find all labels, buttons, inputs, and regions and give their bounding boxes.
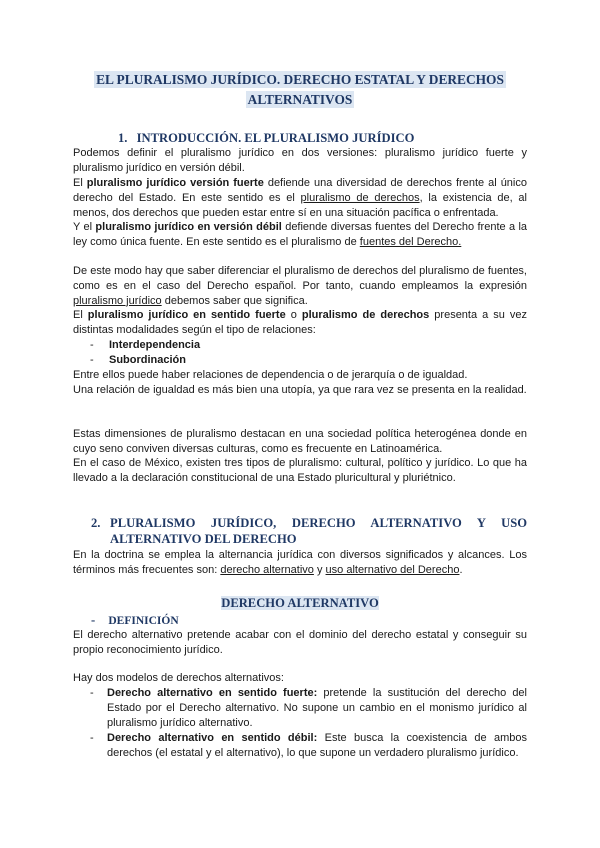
paragraph-9: En el caso de México, existen tres tipos de pluralismo: cultural, político y jurídico. Lo que ha llevado a la declaración constitucional de una Estado pluricultural y pluriétnico. [73, 457, 527, 484]
paragraph-3: Y el pluralismo jurídico en versión débil defiende diversas fuentes del Derecho frente a la ley como única fuente. En este sentido es el pluralismo de fuentes del Derecho. [73, 221, 528, 248]
definition-title: DEFINICIÓN [108, 615, 179, 627]
paragraph-6: Entre ellos puede haber relaciones de dependencia o de jerarquía o de igualdad. [73, 369, 468, 381]
section-2-title-line-2: ALTERNATIVO DEL DERECHO [110, 532, 297, 546]
document-title [60, 70, 540, 110]
paragraph-7: Una relación de igualdad es más bien una utopía, ya que rara vez se presenta en la realidad. [73, 384, 527, 396]
model-text: Este busca la coexistencia de ambos derechos (el estatal y el alternativo), lo que supone un verdadero pluralismo jurídico. [107, 732, 528, 759]
model-text: pretende la sustitución del derecho del Estado por el Derecho alternativo. No supone un cambio en el monismo jurídico al pluralismo jurídico alternativo. [107, 687, 527, 729]
model-item [90, 731, 527, 761]
paragraph-10: En la doctrina se emplea la alternancia jurídica con diversos significados y alcances. Los términos más frecuentes son: derecho alternativo y uso alternativo del Derecho. [73, 549, 527, 576]
model-label: Derecho alternativo en sentido débil: [107, 732, 318, 744]
subheading-derecho-alternativo: DERECHO ALTERNATIVO [221, 596, 379, 610]
title-line-1: EL PLURALISMO JURÍDICO. DERECHO ESTATAL Y DERECHOS [96, 72, 504, 87]
paragraph-5: El pluralismo jurídico en sentido fuerte o pluralismo de derechos presenta a su vez distintas modalidades según el tipo de relaciones: [73, 309, 527, 336]
definition-dash: - [91, 613, 96, 627]
bullet-dash: - [90, 687, 94, 699]
paragraph-2: El pluralismo jurídico versión fuerte defiende una diversidad de derechos frente al único derecho del Estado. En este sentido es el pluralismo de derechos, la existencia de, al menos, dos derechos que pueden estar entre sí en una situación pacífica o enfrentada. [73, 177, 527, 219]
bullet-label: Subordinación [109, 354, 186, 366]
bullet-dash: - [90, 339, 94, 351]
paragraph-1: Podemos definir el pluralismo jurídico en dos versiones: pluralismo jurídico fuerte y pluralismo jurídico en versión débil. [73, 147, 527, 174]
model-item [90, 686, 527, 730]
paragraph-11: El derecho alternativo pretende acabar con el dominio del derecho estatal y conseguir su propio reconocimiento jurídico. [73, 629, 527, 656]
paragraph-8: Estas dimensiones de pluralismo destacan en una sociedad política heterogénea donde en cuyo seno conviven diversas culturas, como es frecuente en Latinoamérica. [73, 428, 527, 455]
section-2-number: 2. [91, 516, 101, 530]
bullet-label: Interdependencia [109, 339, 201, 351]
section-2-title-line-1: PLURALISMO JURÍDICO, DERECHO ALTERNATIVO Y USO [110, 516, 527, 530]
model-label: Derecho alternativo en sentido fuerte: [107, 687, 318, 699]
section-1-heading [118, 130, 414, 146]
definition-heading [91, 612, 179, 629]
section-1-title: INTRODUCCIÓN. EL PLURALISMO JURÍDICO [136, 131, 415, 145]
bullet-dash: - [90, 354, 94, 366]
section-1-number: 1. [118, 131, 128, 145]
paragraph-4: De este modo hay que saber diferenciar el pluralismo de derechos del pluralismo de fuentes, como es en el caso del Derecho español. Por tanto, cuando empleamos la expresión pluralismo jurídico debemos saber que significa. [73, 265, 527, 307]
paragraph-12: Hay dos modelos de derechos alternativos: [73, 672, 284, 684]
bullet-dash: - [90, 732, 94, 744]
title-line-2: ALTERNATIVOS [247, 92, 353, 107]
